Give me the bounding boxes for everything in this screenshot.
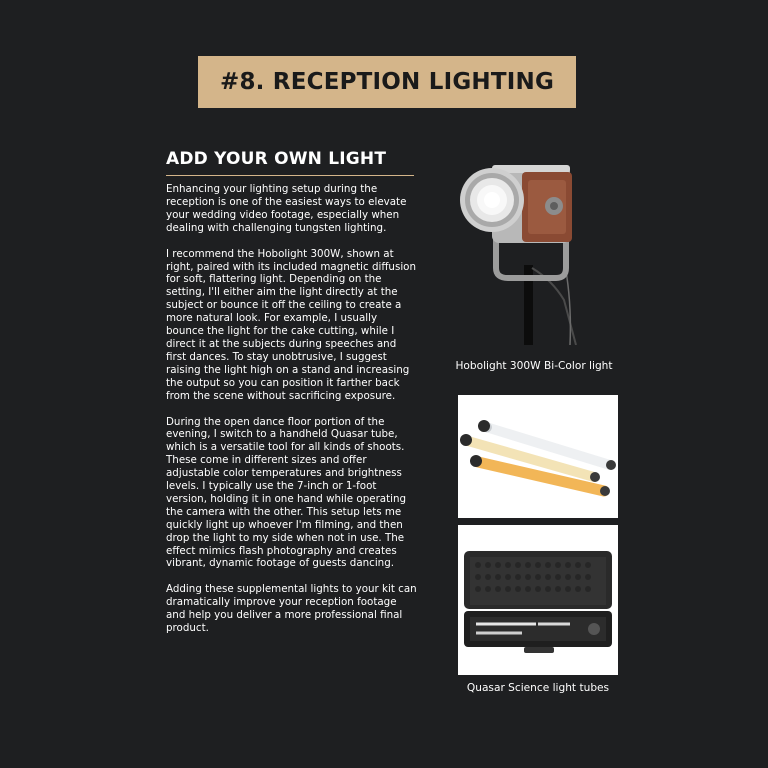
page-title: #8. RECEPTION LIGHTING bbox=[219, 69, 555, 95]
title-banner bbox=[198, 56, 576, 108]
hobolight-photo bbox=[452, 150, 616, 345]
paragraph: Enhancing your lighting setup during the reception is one of the easiest ways to elevate your wedding video footage, especially when dealing with challenging tungsten lighting. bbox=[166, 183, 407, 234]
quasar-tubes-photo bbox=[458, 395, 618, 518]
paragraph: Adding these supplemental lights to your kit can dramatically improve your reception footage and help you deliver a more professional final product. bbox=[166, 583, 417, 635]
article-body bbox=[166, 183, 418, 648]
paragraph: I recommend the Hobolight 300W, shown at right, paired with its included magnetic diffusion for soft, flattering light. Depending on the setting, I'll either aim the light directly at the subject or bounce it off the ceiling to create a more natural look. For example, I usually bounce the light for the cake cutting, while I direct it at the subjects during speeches and first dances. To stay unobtrusive, I suggest raising the light high on a stand and increasing the output so you can position it farther back from the scene without sacrificing exposure. bbox=[166, 247, 417, 402]
paragraph: During the open dance floor portion of the evening, I switch to a handheld Quasar tube, which is a versatile tool for all kinds of shoots. These come in different sizes and offer adjustable color temperatures and brightness levels. I typically use the 7-inch or 1-foot version, holding it in one hand while operating the camera with the other. This setup lets me quickly light up whoever I'm filming, and then drop the light to my side when not in use. The effect mimics flash photography and creates vibrant, dynamic footage of guests dancing. bbox=[166, 415, 407, 570]
quasar-caption: Quasar Science light tubes bbox=[466, 682, 610, 694]
section-heading: ADD YOUR OWN LIGHT bbox=[166, 149, 414, 176]
quasar-case-photo bbox=[458, 525, 618, 675]
hobolight-caption: Hobolight 300W Bi-Color light bbox=[455, 360, 613, 372]
